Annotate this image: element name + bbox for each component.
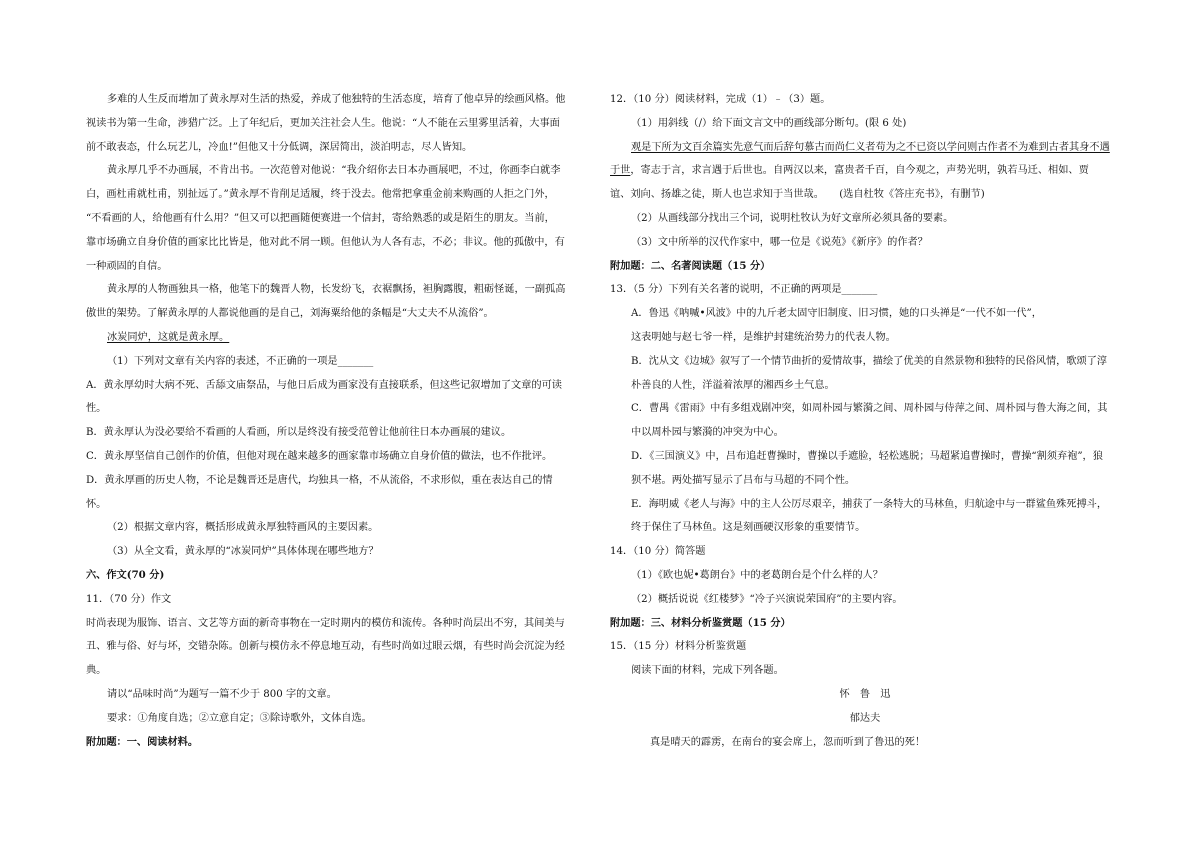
right-text-line: （2）概括说说《红楼梦》“冷子兴演说荣国府”的主要内容。 [631, 593, 903, 605]
right-text-line: 14．（10 分）简答题 [610, 546, 706, 558]
right-text-line: 郁达夫 [849, 712, 881, 724]
right-text-line: 附加题：三、材料分析鉴赏题（15 分） [610, 616, 791, 629]
left-text-line: 请以“品味时尚”为题写一篇不少于 800 字的文章。 [107, 688, 337, 700]
right-text-line: 观是下所为文百余篇实先意气而后辞句慕古而尚仁义者苟为之不已资以学问则古作者不为难到古者其身不遇 [631, 141, 1110, 153]
right-text-line: E．海明威《老人与海》中的主人公厉尽艰辛，捕获了一条特大的马林鱼，归航途中与一群鲨鱼殊死搏斗， [631, 498, 1108, 510]
right-text-line: 15．（15 分）材料分析鉴赏题 [610, 641, 747, 653]
left-text-line: 前不敢表态，什么玩艺儿，冷血!”但他又十分低调，深居简出，淡泊明志，尽人皆知。 [86, 141, 473, 153]
left-text-line: 性。 [86, 403, 107, 415]
right-text-line: 附加题：二、名著阅读题（15 分） [610, 259, 771, 272]
right-text-line: 阅读下面的材料，完成下列各题。 [631, 665, 784, 677]
left-text-line: 傲世的架势。了解黄永厚的人都说他画的是自己，刘海粟给他的条幅是“大丈夫不从流俗”。 [86, 308, 494, 320]
right-text-line: C．曹禺《雷雨》中有多组戏剧冲突，如周朴园与繁漪之间、周朴园与侍萍之间、周朴园与鲁大海之间，其 [631, 403, 1108, 415]
right-text-line: 13．（5 分）下列有关名著的说明，不正确的两项是_______ [610, 284, 878, 296]
left-text-line: 典。 [86, 665, 107, 677]
right-text-line: D．《三国演义》中，吕布追赶曹操时，曹操以手遮脸，轻松逃脱；马超紧追曹操时，曹操“割须弃袍”，狼 [631, 450, 1103, 462]
left-text-line: 靠市场确立自身价值的画家比比皆是，他对此不屑一顾。但他认为人各有志，不必；非议。他的孤傲中，有 [86, 236, 565, 248]
left-text-line: 六、作文(70 分) [86, 568, 165, 581]
plain-segment: ，寄志于言，求言遇于后世也。自两汉以来，富贵者千百，自今观之，声势光明，孰若马迁、相如、贾 [630, 165, 1089, 177]
right-column [610, 88, 1120, 754]
right-text-line: 谊、刘向、扬雄之徒，斯人也岂求知于当世哉。 (选自杜牧《答庄充书》，有删节) [610, 189, 985, 201]
left-text-line: 视读书为第一生命，涉猎广泛。上了年纪后，更加关注社会人生。他说：“人不能在云里雾里活着，大事面 [86, 117, 560, 129]
left-text-line: （2）根据文章内容，概括形成黄永厚独特画风的主要因素。 [107, 522, 379, 534]
right-text-line: （1）用斜线（/）给下面文言文中的画线部分断句。(限 6 处) [631, 117, 907, 129]
right-text-line: （2）从画线部分找出三个词，说明杜牧认为好文章所必须具备的要素。 [631, 212, 954, 224]
underlined-segment: 于世 [610, 165, 631, 177]
right-text-line: 12．（10 分）阅读材料，完成（1）﹣（3）题。 [610, 94, 831, 105]
left-text-line: （3）从全文看，黄永厚的“冰炭同炉”具体体现在哪些地方？ [107, 546, 379, 558]
left-text-line: 时尚表现为服饰、语言、文艺等方面的新奇事物在一定时期内的模仿和流传。各种时尚层出不穷，其间美与 [86, 617, 565, 629]
right-text-line: 这表明她与赵七爷一样，是维护封建统治势力的代表人物。 [631, 331, 896, 343]
right-text-line: 真是晴天的霹雳，在南台的宴会席上，忽而听到了鲁迅的死！ [650, 736, 926, 748]
left-text-line: 白，画杜甫就杜甫，别扯远了。”黄永厚不肯削足适履，终于没去。他常把拿重金前来购画的人拒之门外， [86, 189, 555, 201]
left-text-line: 冰炭同炉，这就是黄永厚。 [107, 331, 230, 343]
right-text-line: 狈不堪。两处描写显示了吕布与马超的不同个性。 [631, 474, 856, 486]
left-text-line: C．黄永厚坚信自己创作的价值，但他对现在越来越多的画家靠市场确立自身价值的做法，也不作批评。 [86, 450, 553, 462]
left-text-line: 要求：①角度自选；②立意自定；③除诗歌外，文体自选。 [107, 712, 372, 724]
left-text-line: （1）下列对文章有关内容的表述，不正确的一项是_______ [107, 355, 374, 367]
left-text-line: A．黄永厚幼时大病不死、舌舔文庙祭品，与他日后成为画家没有直接联系，但这些记叙增加了文章的可读 [86, 379, 562, 391]
left-text-line: 附加题：一、阅读材料。 [86, 735, 199, 748]
left-text-line: 怀。 [86, 498, 107, 510]
left-text-line: 丑、雅与俗、好与坏，交错杂陈。创新与模仿永不停息地互动，有些时尚如过眼云烟，有些时尚会沉淀为经 [86, 641, 565, 653]
right-text-line: 朴善良的人性，洋溢着浓厚的湘西乡土气息。 [631, 379, 835, 391]
left-text-line: “不看画的人，给他画有什么用？”但又可以把画随便赛进一个信封，寄给熟悉的或是陌生的朋友。当前， [86, 212, 555, 224]
right-text-line [610, 159, 1120, 183]
left-text-line: 11．（70 分）作文 [86, 593, 172, 605]
right-text-line: 怀 鲁 迅 [839, 688, 891, 700]
left-text-line: D．黄永厚画的历史人物，不论是魏晋还是唐代，均独具一格，不从流俗，不求形似，重在表达自己的情 [86, 474, 553, 486]
right-text-line: （1）《欧也妮•葛朗台》中的老葛朗台是个什么样的人？ [631, 569, 883, 581]
right-text-line: （3）文中所举的汉代作家中，哪一位是《说苑》《新序》的作者？ [631, 236, 928, 248]
left-text-line: 多难的人生反而增加了黄永厚对生活的热爱，养成了他独特的生活态度，培育了他卓异的绘画风格。他 [107, 94, 566, 105]
right-text-line: 终于保住了马林鱼。这是刻画硬汉形象的重要情节。 [631, 522, 866, 534]
left-text-line: 黄永厚的人物画独具一格，他笔下的魏晋人物，长发纷飞，衣裾飘扬，袒胸露腹，粗砺怪诞，一副孤高 [107, 284, 566, 296]
right-text-line: 中以周朴园与繁漪的冲突为中心。 [631, 427, 784, 439]
left-text-line: 黄永厚几乎不办画展，不肯出书。一次范曾对他说：“我介绍你去日本办画展吧，不过，你画李白就李 [107, 165, 561, 177]
left-text-line: B．黄永厚认为没必要给不看画的人看画，所以是终没有接受范曾让他前往日本办画展的建议。 [86, 427, 512, 439]
left-column [86, 88, 591, 754]
right-text-line: A．鲁迅《呐喊•风波》中的九斤老太固守旧制度、旧习惯，她的口头禅是“一代不如一代”， [631, 308, 1042, 320]
left-text-line: 一种顽固的自信。 [86, 260, 168, 272]
right-text-line: B．沈从文《边城》叙写了一个情节曲折的爱情故事，描绘了优美的自然景物和独特的民俗风情，歌颂了淳 [631, 355, 1108, 367]
